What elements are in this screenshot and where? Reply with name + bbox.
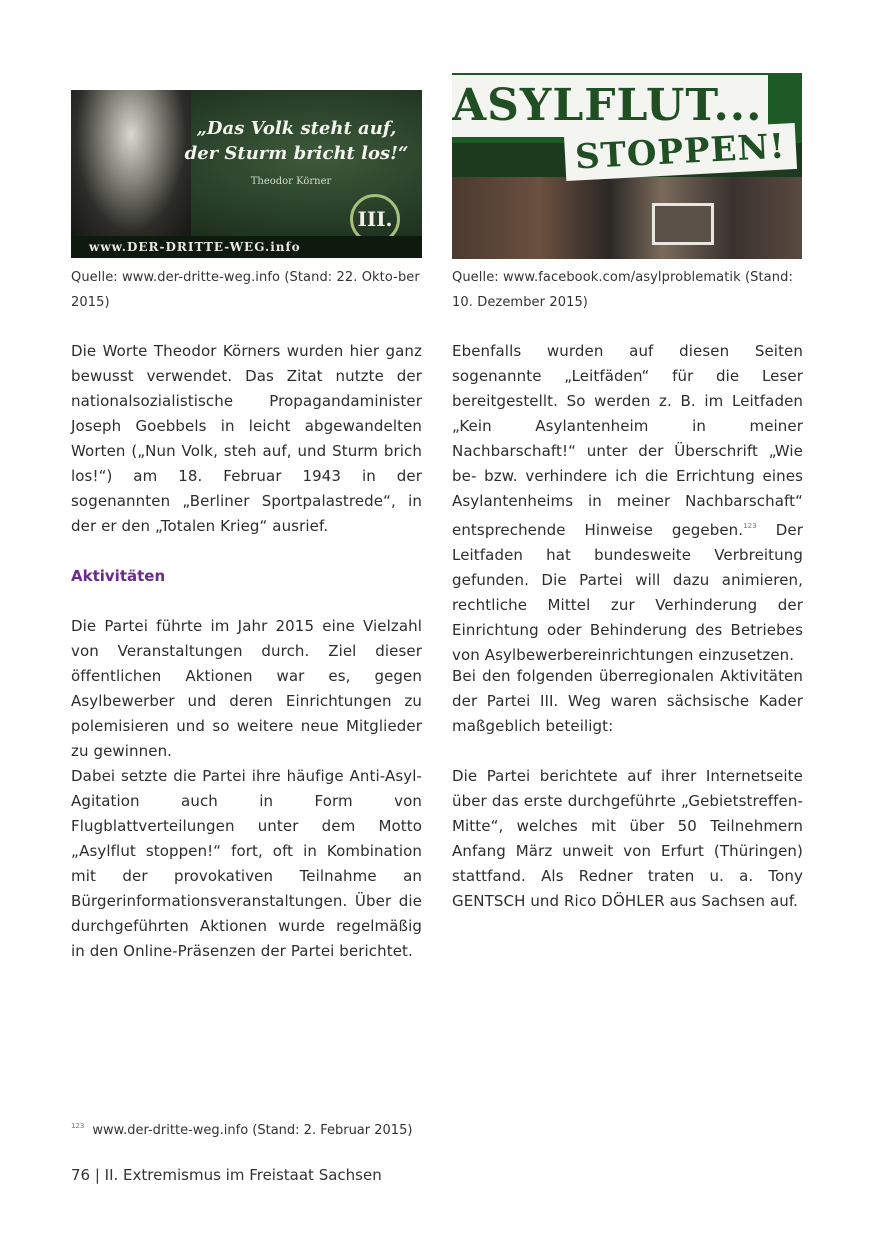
figure-caption-left: Quelle: www.der-dritte-weg.info (Stand: 22. Okto-ber 2015) <box>71 270 420 310</box>
paragraph-text: Ebenfalls wurden auf diesen Seiten sogenannte „Leitfäden“ für die Leser bereitgestellt. So werden z. B. im Leitfaden „Kein Asylantenheim in meiner Nachbarschaft!“ unter der Überschrift „Wie be- bzw. verhindere ich die Errichtung eines Asylantenheims in meiner Nachbarschaft“ entsprechende Hinweise gegeben. <box>452 342 803 539</box>
paragraph: Die Partei führte im Jahr 2015 eine Vielzahl von Veranstaltungen durch. Ziel dieser öffentlichen Aktionen war es, gegen Asylbewerber und deren Einrichtungen zu polemisieren und so weitere neue Mitglieder zu gewinnen. <box>71 617 422 760</box>
paragraph: Die Partei berichtete auf ihrer Internetseite über das erste durchgeführte „Gebietstreffen-Mitte“, welches mit über 50 Teilnehmern Anfang März unweit von Erfurt (Thüringen) stattfand. Als Redner traten u. a. Tony GENTSCH und Rico DÖHLER aus Sachsen auf. <box>452 767 803 910</box>
footnote-text: www.der-dritte-weg.info (Stand: 2. Februar 2015) <box>92 1123 413 1138</box>
footnote <box>71 1115 412 1142</box>
paragraph: Die Worte Theodor Körners wurden hier ganz bewusst verwendet. Das Zitat nutzte der nationalsozialistische Propagandaminister Joseph Goebbels in leicht abgewandelten Worten („Nun Volk, steh auf, und Sturm brich los!“) am 18. Februar 1943 in der sogenannten „Berliner Sportpalastrede“, in der er den „Totalen Krieg“ ausrief. <box>71 342 422 535</box>
banner-headline-2: STOPPEN! <box>564 123 797 181</box>
portrait-image <box>71 90 191 240</box>
footnote-number: 123 <box>71 1122 85 1130</box>
paragraph <box>452 339 803 668</box>
paragraph-text: Der Leitfaden hat bundesweite Verbreitung gefunden. Die Partei will dazu animieren, rechtliche Mittel zur Verhinderung der Einrichtung oder Behinderung des Betriebes von Asylbewerbereinrichtungen einzusetzen. <box>452 521 803 664</box>
party-seal-icon: III. <box>350 194 400 244</box>
banner-quote: „Das Volk steht auf, der Sturm bricht los!“ <box>184 118 409 164</box>
section-heading: Aktivitäten <box>71 567 166 585</box>
figure-koerner-banner <box>71 90 422 258</box>
banner-url: www.DER-DRITTE-WEG.info <box>71 236 422 258</box>
crowd-photo <box>452 177 802 259</box>
footnote-ref[interactable]: 123 <box>743 522 757 530</box>
banner-headline-1: ASYLFLUT... <box>452 75 768 137</box>
page-folio: 76 | II. Extremismus im Freistaat Sachsen <box>71 1166 382 1184</box>
paragraph: Dabei setzte die Partei ihre häufige Anti-Asyl-Agitation auch in Form von Flugblattverteilungen unter dem Motto „Asylflut stoppen!“ fort, oft in Kombination mit der provokativen Teilnahme an Bürgerinformationsveranstaltungen. Über die durchgeführten Aktionen wurde regelmäßig in den Online-Präsenzen der Partei berichtet. <box>71 767 422 960</box>
figure-caption-right: Quelle: www.facebook.com/asylproblematik (Stand: 10. Dezember 2015) <box>452 270 793 310</box>
figure-asylflut-banner <box>452 73 802 259</box>
window-frame <box>652 203 714 245</box>
paragraph: Bei den folgenden überregionalen Aktivitäten der Partei III. Weg waren sächsische Kader maßgeblich beteiligt: <box>452 667 803 735</box>
banner-author: Theodor Körner <box>250 176 332 187</box>
